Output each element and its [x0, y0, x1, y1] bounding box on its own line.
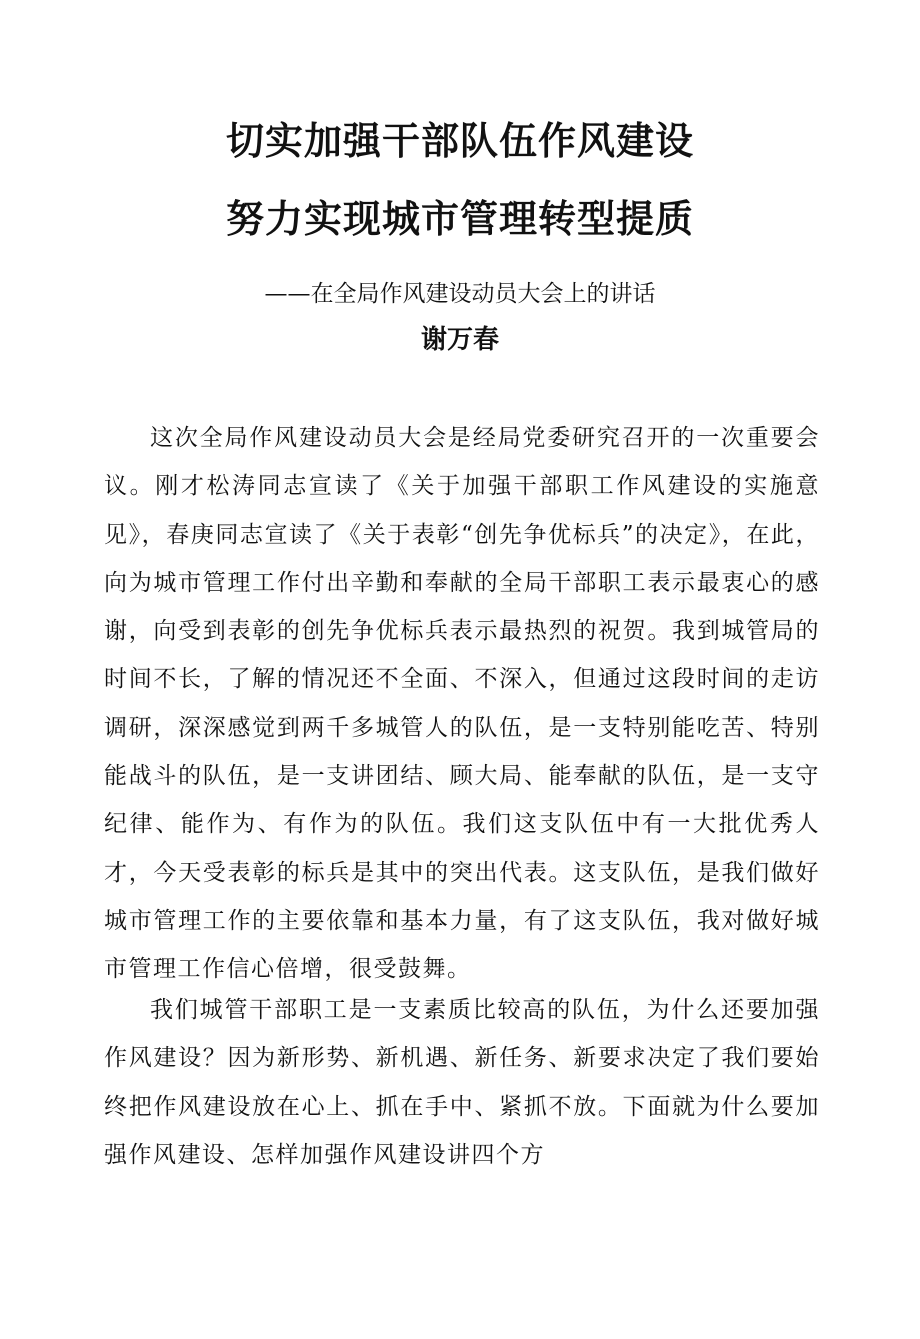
- paragraph-1: 这次全局作风建设动员大会是经局党委研究召开的一次重要会议。刚才松涛同志宣读了《关于加强干部职工作风建设的实施意见》，春庚同志宣读了《关于表彰“创先争优标兵”的决定》，在此，向为城市管理工作付出辛勤和奉献的全局干部职工表示最衷心的感谢，向受到表彰的创先争优标兵表示最热烈的祝贺。我到城管局的时间不长，了解的情况还不全面、不深入，但通过这段时间的走访调研，深深感觉到两千多城管人的队伍，是一支特别能吃苦、特别能战斗的队伍，是一支讲团结、顾大局、能奉献的队伍，是一支守纪律、能作为、有作为的队伍。我们这支队伍中有一大批优秀人才，今天受表彰的标兵是其中的突出代表。这支队伍，是我们做好城市管理工作的主要依靠和基本力量，有了这支队伍，我对做好城市管理工作信心倍增，很受鼓舞。: [104, 425, 820, 983]
- paragraph-2: 我们城管干部职工是一支素质比较高的队伍，为什么还要加强作风建设？因为新形势、新机遇、新任务、新要求决定了我们要始终把作风建设放在心上、抓在手中、紧抓不放。下面就为什么要加强作风建设、怎样加强作风建设讲四个方: [104, 997, 820, 1168]
- title-line-2: 努力实现城市管理转型提质: [225, 197, 694, 241]
- author-name: 谢万春: [420, 325, 499, 355]
- title-line-1: 切实加强干部队伍作风建设: [225, 119, 694, 163]
- subtitle: ——在全局作风建设动员大会上的讲话: [264, 281, 656, 307]
